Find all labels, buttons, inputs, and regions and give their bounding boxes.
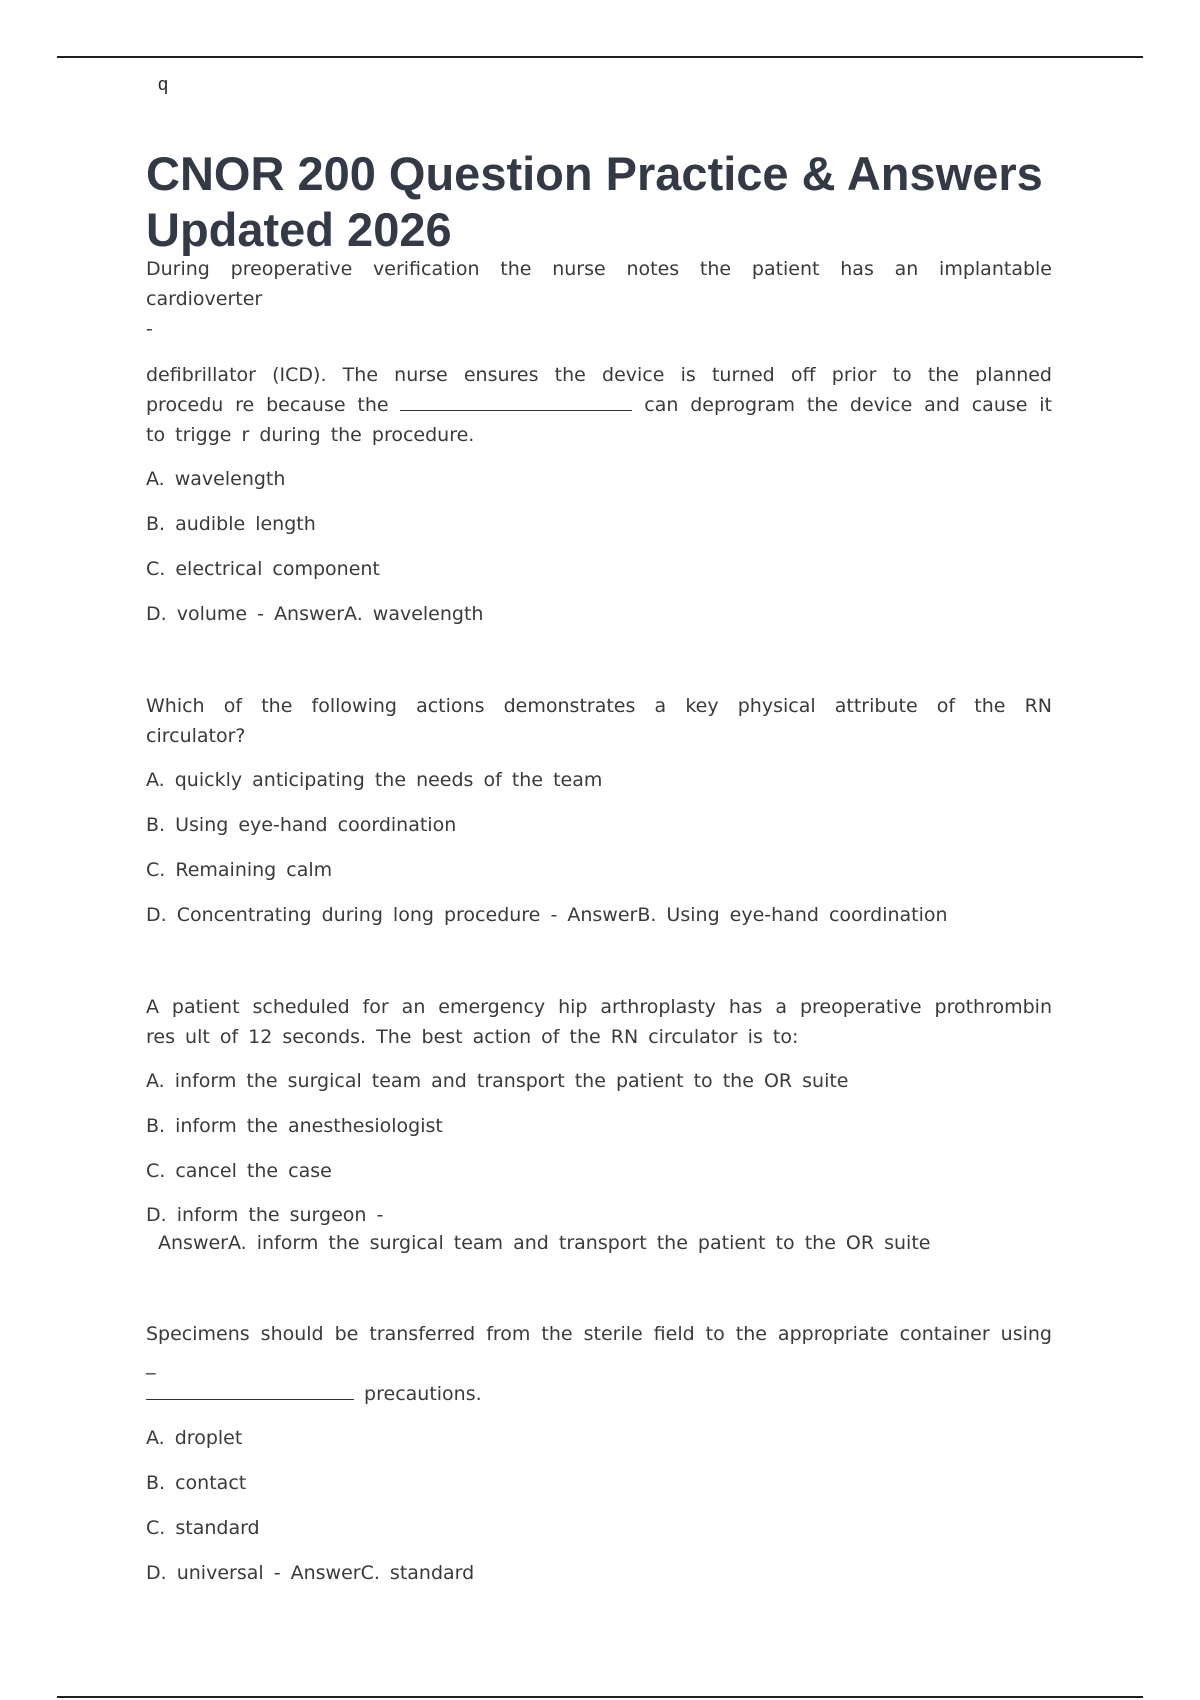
question-2-text: Which of the following actions demonstrates a key physical attribute of the RN circulator?	[146, 695, 1052, 747]
question-1-text-cont: defibrillator (ICD). The nurse ensures the device is turned off prior to the planned procedu re because the can deprogram the device and cause it to trigge r during the procedure.	[146, 364, 1053, 446]
option-c: C. electrical component	[146, 558, 380, 580]
top-rule	[57, 56, 1143, 58]
separator: -	[550, 904, 558, 926]
option-c: C. Remaining calm	[146, 859, 333, 881]
question-3-text: A patient scheduled for an emergency hip arthroplasty has a preoperative prothrombin res ult of 12 seconds. The best action of the RN circulator is to:	[146, 996, 1052, 1048]
option-a: A. droplet	[146, 1427, 243, 1449]
option-d: D. inform the surgeon - AnswerA. inform the surgical team and transport the patient to the OR suite	[146, 1201, 1052, 1257]
question-list	[146, 254, 1052, 1650]
answer-blank	[400, 390, 632, 411]
separator: -	[376, 1204, 384, 1226]
answer-blank	[146, 1379, 354, 1400]
answer: AnswerA. inform the surgical team and transport the patient to the OR suite	[158, 1232, 931, 1254]
question-1	[146, 254, 1052, 629]
question-3	[146, 992, 1052, 1257]
option-b: B. contact	[146, 1472, 247, 1494]
option-a: A. quickly anticipating the needs of the team	[146, 769, 603, 791]
option-d: D. volume - AnswerA. wavelength	[146, 603, 484, 625]
option-b: B. Using eye-hand coordination	[146, 814, 457, 836]
option-d: D. Concentrating during long procedure - AnswerB. Using eye-hand coordination	[146, 904, 948, 926]
bottom-rule	[57, 1696, 1143, 1698]
question-2	[146, 691, 1052, 930]
question-1-text: During preoperative verification the nurse notes the patient has an implantable cardioverter -	[146, 258, 1052, 340]
question-4-text: Specimens should be transferred from the sterile field to the appropriate container using _ precautions.	[146, 1323, 1052, 1405]
separator: -	[257, 603, 265, 625]
question-4	[146, 1319, 1052, 1588]
option-c: C. cancel the case	[146, 1160, 332, 1182]
option-b: B. inform the anesthesiologist	[146, 1115, 443, 1137]
option-c: C. standard	[146, 1517, 260, 1539]
option-a: A. wavelength	[146, 468, 286, 490]
separator: -	[273, 1562, 281, 1584]
document-title: CNOR 200 Question Practice & Answers Updated 2026	[146, 147, 1043, 256]
answer: AnswerB. Using eye-hand coordination	[567, 904, 948, 926]
answer: AnswerC. standard	[290, 1562, 475, 1584]
option-d: D. universal - AnswerC. standard	[146, 1562, 475, 1584]
answer: AnswerA. wavelength	[274, 603, 484, 625]
option-a: A. inform the surgical team and transport the patient to the OR suite	[146, 1070, 849, 1092]
option-b: B. audible length	[146, 513, 316, 535]
page-mark: q	[158, 74, 169, 94]
